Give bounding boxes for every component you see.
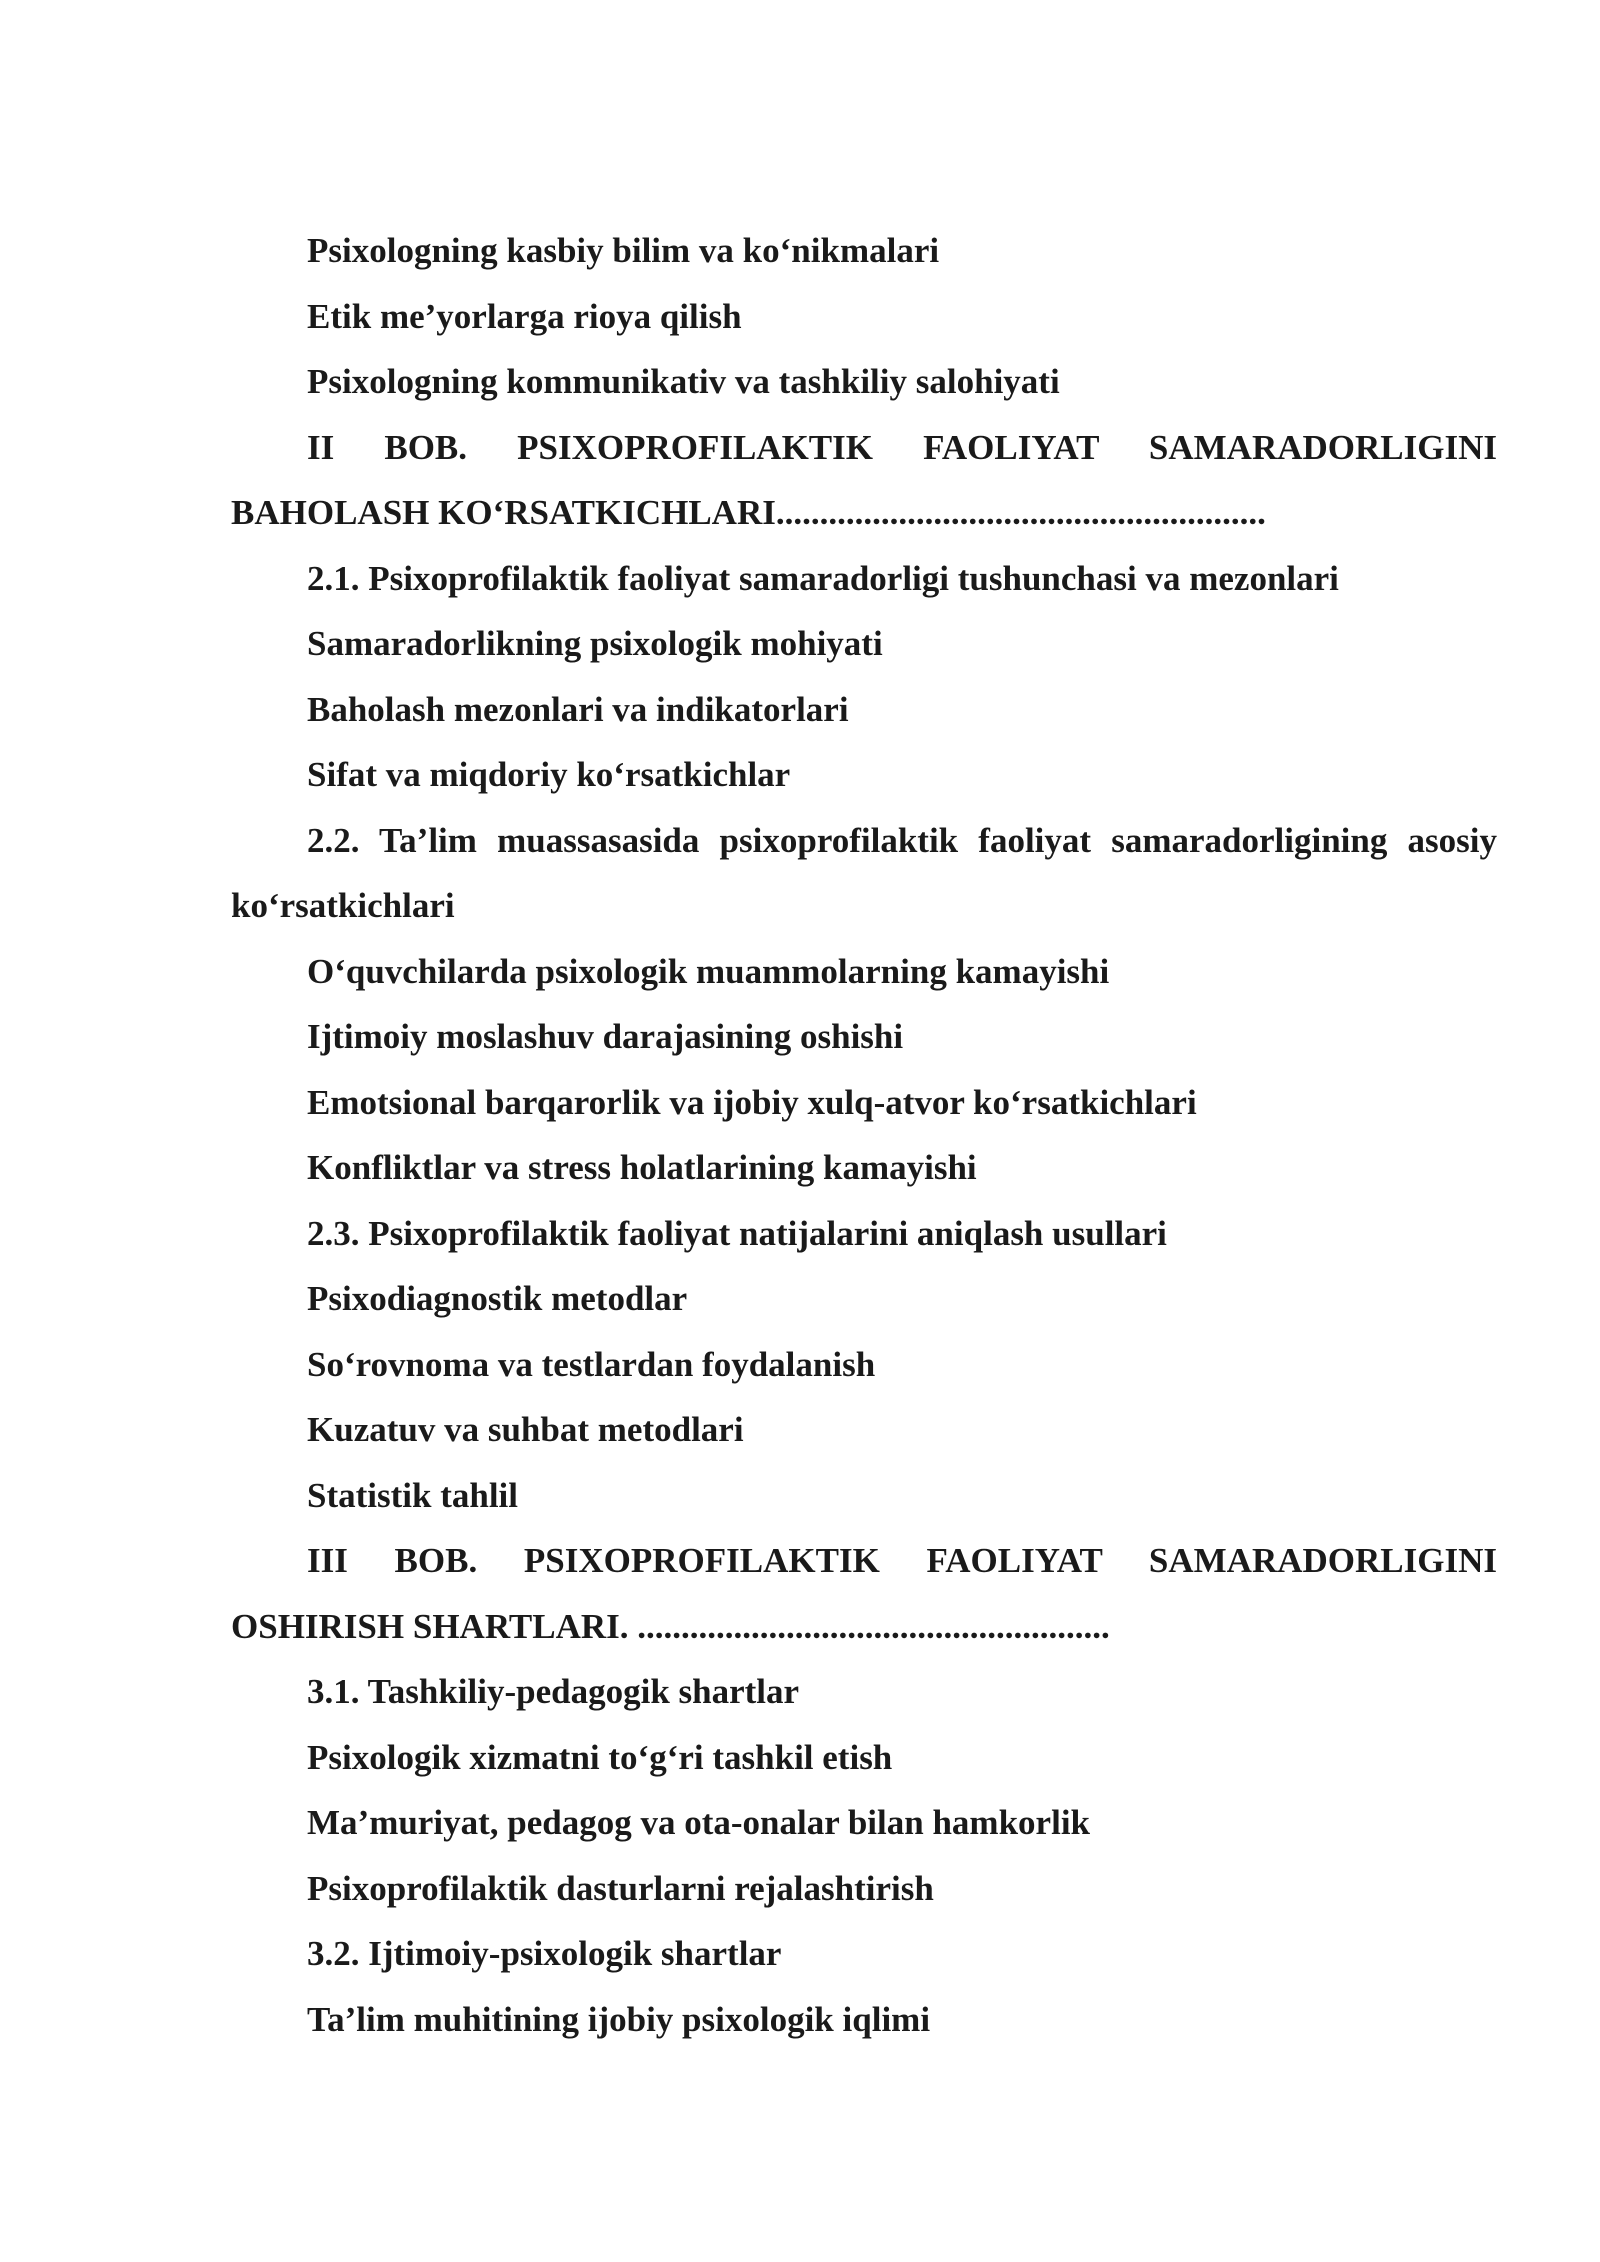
toc-line: Ijtimoiy moslashuv darajasining oshishi [307,1017,904,1056]
toc-line: Ma’muriyat, pedagog va ota-onalar bilan hamkorlik [307,1803,1091,1842]
section-heading: 2.1. Psixoprofilaktik faoliyat samaradorligi tushunchasi va mezonlari [307,558,1339,598]
section-heading: 2.3. Psixoprofilaktik faoliyat natijalarini aniqlash usullari [307,1213,1167,1253]
toc-line: Ta’lim muhitining ijobiy psixologik iqlimi [307,1999,931,2039]
toc-line: Psixodiagnostik metodlar [307,1279,688,1318]
toc-line: O‘quvchilarda psixologik muammolarning kamayishi [307,951,1110,991]
toc-line: Etik me’yorlarga rioya qilish [307,296,742,336]
section-heading: 2.2. Ta’lim muassasasida psixoprofilaktik faoliyat samaradorligining asosiy ko‘rsatkichlari [231,820,1497,925]
toc-line: So‘rovnoma va testlardan foydalanish [307,1344,876,1384]
chapter-heading: III BOB. PSIXOPROFILAKTIK FAOLIYAT SAMARADORLIGINI OSHIRISH SHARTLARI. ...................................................... [231,1541,1497,1646]
toc-line: Psixologning kommunikativ va tashkiliy salohiyati [307,362,1060,401]
toc-line: Statistik tahlil [307,1475,519,1515]
toc-line: Kuzatuv va suhbat metodlari [307,1410,744,1449]
toc-line: Baholash mezonlari va indikatorlari [307,689,849,729]
section-heading: 3.2. Ijtimoiy-psixologik shartlar [307,1934,782,1973]
toc-line: Samaradorlikning psixologik mohiyati [307,624,883,663]
toc-line: Psixologning kasbiy bilim va ko‘nikmalari [307,231,940,270]
chapter-heading: II BOB. PSIXOPROFILAKTIK FAOLIYAT SAMARADORLIGINI BAHOLASH KO‘RSATKICHLARI........................................................ [231,427,1497,532]
document-body [231,218,1497,2052]
toc-line: Psixologik xizmatni to‘g‘ri tashkil etish [307,1737,893,1777]
section-heading: 3.1. Tashkiliy-pedagogik shartlar [307,1672,800,1711]
toc-line: Psixoprofilaktik dasturlarni rejalashtirish [307,1868,934,1908]
toc-line: Sifat va miqdoriy ko‘rsatkichlar [307,755,791,794]
toc-line: Konfliktlar va stress holatlarining kamayishi [307,1148,977,1187]
toc-line: Emotsional barqarorlik va ijobiy xulq-atvor ko‘rsatkichlari [307,1082,1197,1122]
